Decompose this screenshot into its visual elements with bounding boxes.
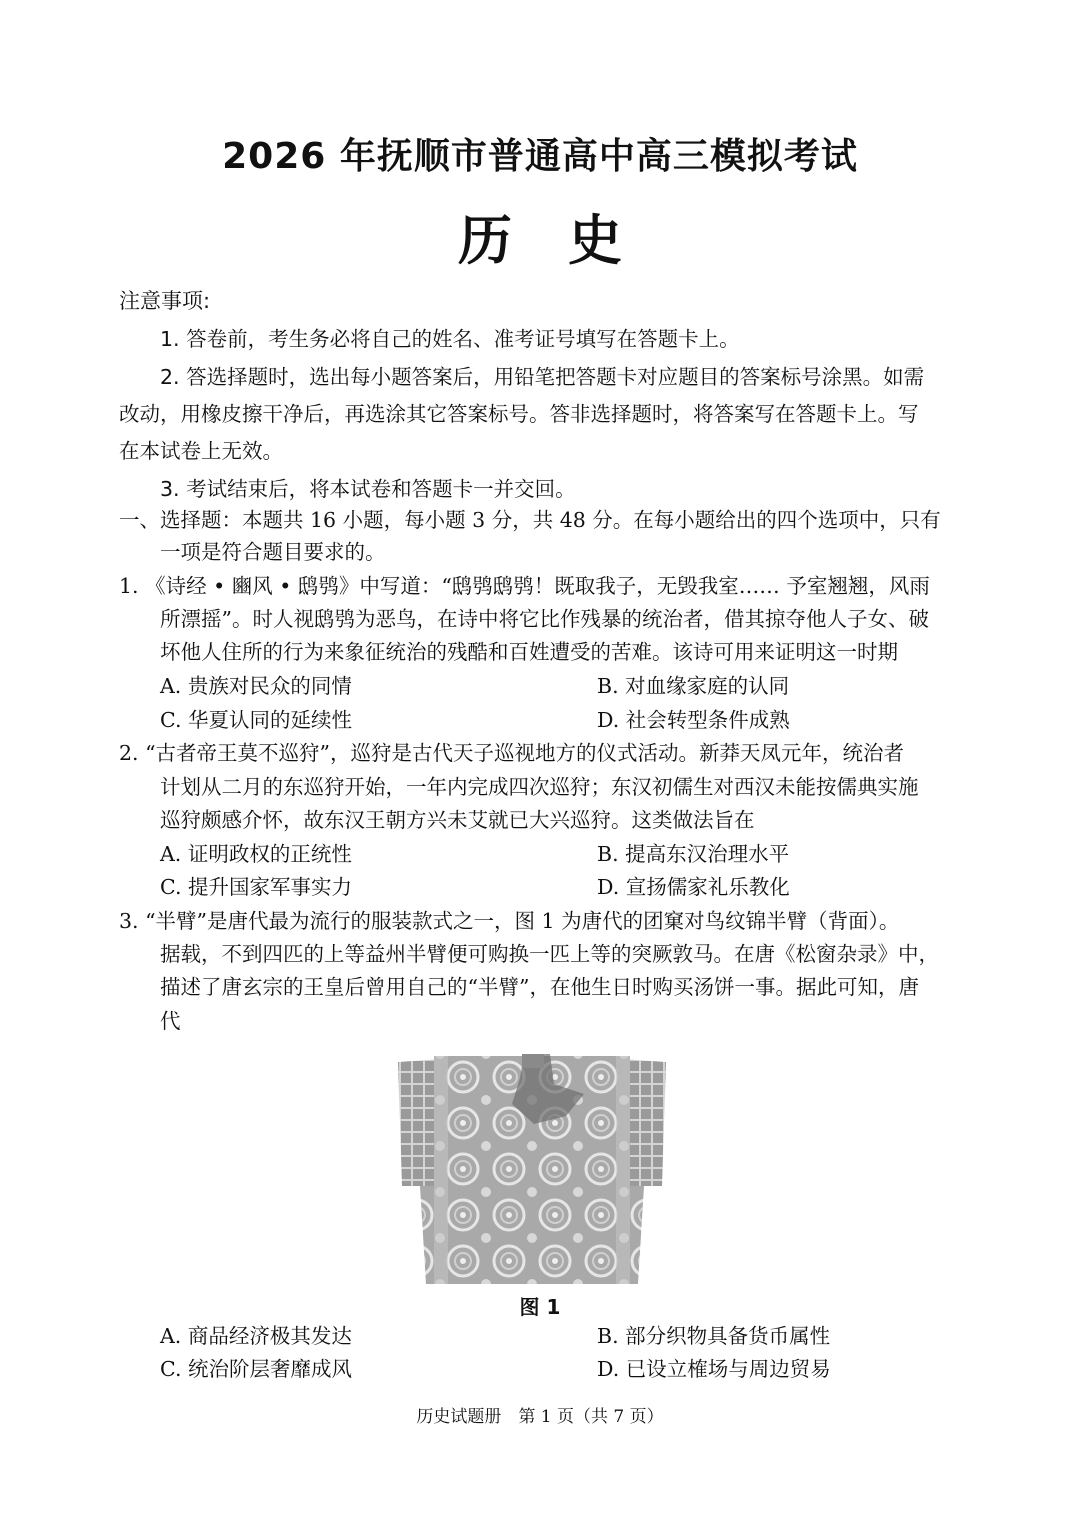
left-border-band: [434, 1056, 448, 1284]
question-3-option-c[interactable]: C. 统治阶层奢靡成风: [160, 1357, 352, 1381]
question-2-option-d[interactable]: D. 宣扬儒家礼乐教化: [597, 875, 790, 899]
question-2-line-2: 计划从二月的东巡狩开始，一年内完成四次巡狩；东汉初儒生对西汉未能按儒典实施: [160, 775, 919, 799]
question-1-line-1: 1. 《诗经 • 豳风 • 鸱鸮》中写道：“鸱鸮鸱鸮！既取我子，无毁我室…… 予室翘翘，风雨: [119, 574, 930, 598]
question-3-line-1: 3. “半臂”是唐代最为流行的服装款式之一，图 1 为唐代的团窠对鸟纹锦半臂（背面）。: [119, 909, 900, 933]
question-1-option-d[interactable]: D. 社会转型条件成熟: [597, 708, 790, 732]
notice-item-2-line-2: 改动，用橡皮擦干净后，再选涂其它答案标号。答非选择题时，将答案写在答题卡上。写: [119, 402, 919, 426]
section-heading-line-1: 一、选择题：本题共 16 小题，每小题 3 分，共 48 分。在每小题给出的四个选项中，只有: [119, 508, 941, 532]
question-3-option-b[interactable]: B. 部分织物具备货币属性: [597, 1324, 831, 1348]
notice-item-2-line-3: 在本试卷上无效。: [119, 439, 283, 463]
question-3-option-a[interactable]: A. 商品经济极其发达: [160, 1324, 352, 1348]
section-heading-line-2: 一项是符合题目要求的。: [160, 540, 386, 564]
question-3-line-3: 描述了唐玄宗的王皇后曾用自己的“半臂”，在他生日时购买汤饼一事。据此可知，唐: [160, 975, 919, 999]
collar: [522, 1054, 544, 1068]
question-2-option-b[interactable]: B. 提高东汉治理水平: [597, 842, 790, 866]
notice-item-1: 1. 答卷前，考生务必将自己的姓名、准考证号填写在答题卡上。: [160, 327, 740, 351]
right-border-band: [616, 1056, 630, 1284]
question-2-line-1: 2. “古者帝王莫不巡狩”，巡狩是古代天子巡视地方的仪式活动。新莽天凤元年，统治者: [119, 741, 905, 765]
question-1-line-3: 坏他人住所的行为来象征统治的残酷和百姓遭受的苦难。该诗可用来证明这一时期: [160, 640, 898, 664]
question-1-option-a[interactable]: A. 贵族对民众的同情: [160, 674, 352, 698]
question-3-option-d[interactable]: D. 已设立榷场与周边贸易: [597, 1357, 831, 1381]
notice-item-2-line-1: 2. 答选择题时，选出每小题答案后，用铅笔把答题卡对应题目的答案标号涂黑。如需: [160, 365, 925, 389]
question-1-line-2: 所漂摇”。时人视鸱鸮为恶鸟，在诗中将它比作残暴的统治者，借其掠夺他人子女、破: [160, 607, 929, 631]
notice-item-3: 3. 考试结束后，将本试卷和答题卡一并交回。: [160, 477, 576, 501]
figure-caption: 图 1: [519, 1295, 561, 1319]
question-3-line-4: 代: [160, 1009, 181, 1033]
question-2-option-a[interactable]: A. 证明政权的正统性: [160, 842, 352, 866]
question-3-line-2: 据载，不到四匹的上等益州半臂便可购换一匹上等的突厥敦马。在唐《松窗杂录》中，: [160, 942, 939, 966]
subject-title: 历史: [458, 209, 678, 272]
question-1-option-c[interactable]: C. 华夏认同的延续性: [160, 708, 352, 732]
notice-heading: 注意事项:: [119, 289, 211, 313]
question-1-option-b[interactable]: B. 对血缘家庭的认同: [597, 674, 790, 698]
question-2-option-c[interactable]: C. 提升国家军事实力: [160, 875, 352, 899]
page-footer: 历史试题册 第 1 页（共 7 页）: [416, 1407, 664, 1427]
exam-title: 2026 年抚顺市普通高中高三模拟考试: [222, 136, 858, 177]
question-2-line-3: 巡狩颇感介怀，故东汉王朝方兴未艾就已大兴巡狩。这类做法旨在: [160, 808, 755, 832]
half-sleeve-garment-image: [394, 1054, 670, 1284]
